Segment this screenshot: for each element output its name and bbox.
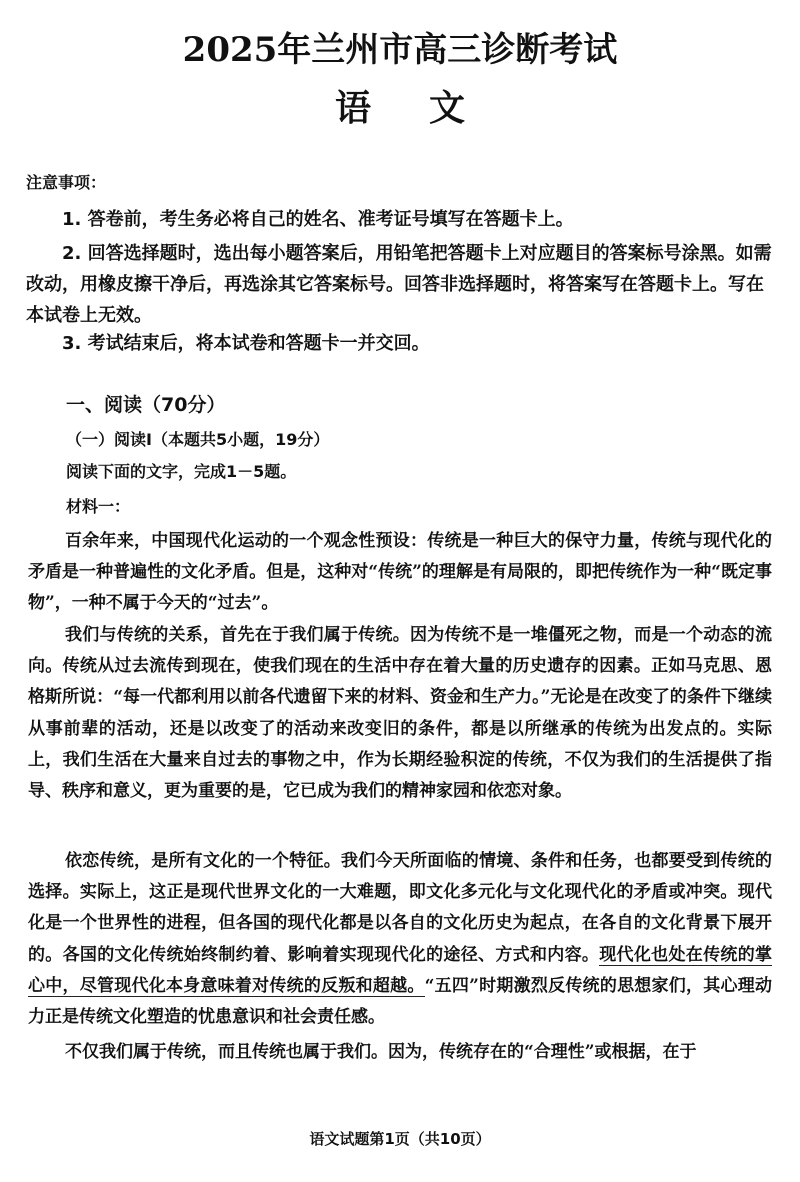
- paragraph-3-text: 依恋传统，是所有文化的一个特征。我们今天所面临的情境、条件和任务，也都要受到传统的选择。实际上，这正是现代世界文化的一大难题，即文化多元化与文化现代化的矛盾或冲突。现代化是一个世界性的进程，但各国的现代化都是以各自的文化历史为起点，在各自的文化背景下展开的。各国的文化传统始终制约着、影响着实现现代化的途径、方式和内容。: [28, 851, 772, 965]
- notice-heading: 注意事项：: [26, 173, 107, 192]
- passage-paragraph-4: 不仅我们属于传统，而且传统也属于我们。因为，传统存在的“合理性”或根据，在于: [65, 1042, 697, 1062]
- reading-instruction: 阅读下面的文字，完成1－5题。: [66, 462, 297, 481]
- passage-paragraph-2: 我们与传统的关系，首先在于我们属于传统。因为传统不是一堆僵死之物，而是一个动态的流向。传统从过去流传到现在，使我们现在的生活中存在着大量的历史遗存的因素。正如马克思、恩格斯所说：“每一代都利用以前各代遗留下来的材料、资金和生产力。”无论是在改变了的条件下继续从事前辈的活动，还是以改变了的活动来改变旧的条件，都是以所继承的传统为出发点的。实际上，我们生活在大量来自过去的事物之中，作为长期经验积淀的传统，不仅为我们的生活提供了指导、秩序和意义，更为重要的是，它已成为我们的精神家园和依恋对象。: [28, 625, 772, 802]
- passage-paragraph-3: [28, 846, 772, 1033]
- notice-item-2: 2. 回答选择题时，选出每小题答案后，用铅笔把答题卡上对应题目的答案标号涂黑。如需改动，用橡皮擦干净后，再选涂其它答案标号。回答非选择题时，将答案写在答题卡上。写在本试卷上无效。: [26, 243, 772, 326]
- material-label: 材料一：: [66, 497, 131, 516]
- exam-title: 2025年兰州市高三诊断考试: [182, 30, 618, 70]
- page-footer: 语文试题第1页（共10页）: [309, 1130, 491, 1148]
- underlined-sentence: 现代化也处在传统的掌心中，尽管现代化本身意味着对传统的反叛和超越。: [28, 944, 773, 996]
- passage-paragraph-1: 百余年来，中国现代化运动的一个观念性预设：传统是一种巨大的保守力量，传统与现代化的矛盾是一种普遍性的文化矛盾。但是，这种对“传统”的理解是有局限的，即把传统作为一种“既定事物”，一种不属于今天的“过去”。: [28, 531, 772, 614]
- notice-item-3: 3. 考试结束后，将本试卷和答题卡一并交回。: [62, 333, 430, 354]
- notice-item-1: 1. 答卷前，考生务必将自己的姓名、准考证号填写在答题卡上。: [62, 209, 574, 230]
- section-title: 一、阅读（70分）: [66, 394, 226, 416]
- subject-title: 语文: [334, 87, 523, 129]
- subsection-title: （一）阅读Ⅰ（本题共5小题，19分）: [66, 430, 330, 449]
- paragraph-3-text-end: “五四”时期激烈反传统的思想家们，其心理动力正是传统文化塑造的忧患意识和社会责任感。: [28, 975, 773, 1028]
